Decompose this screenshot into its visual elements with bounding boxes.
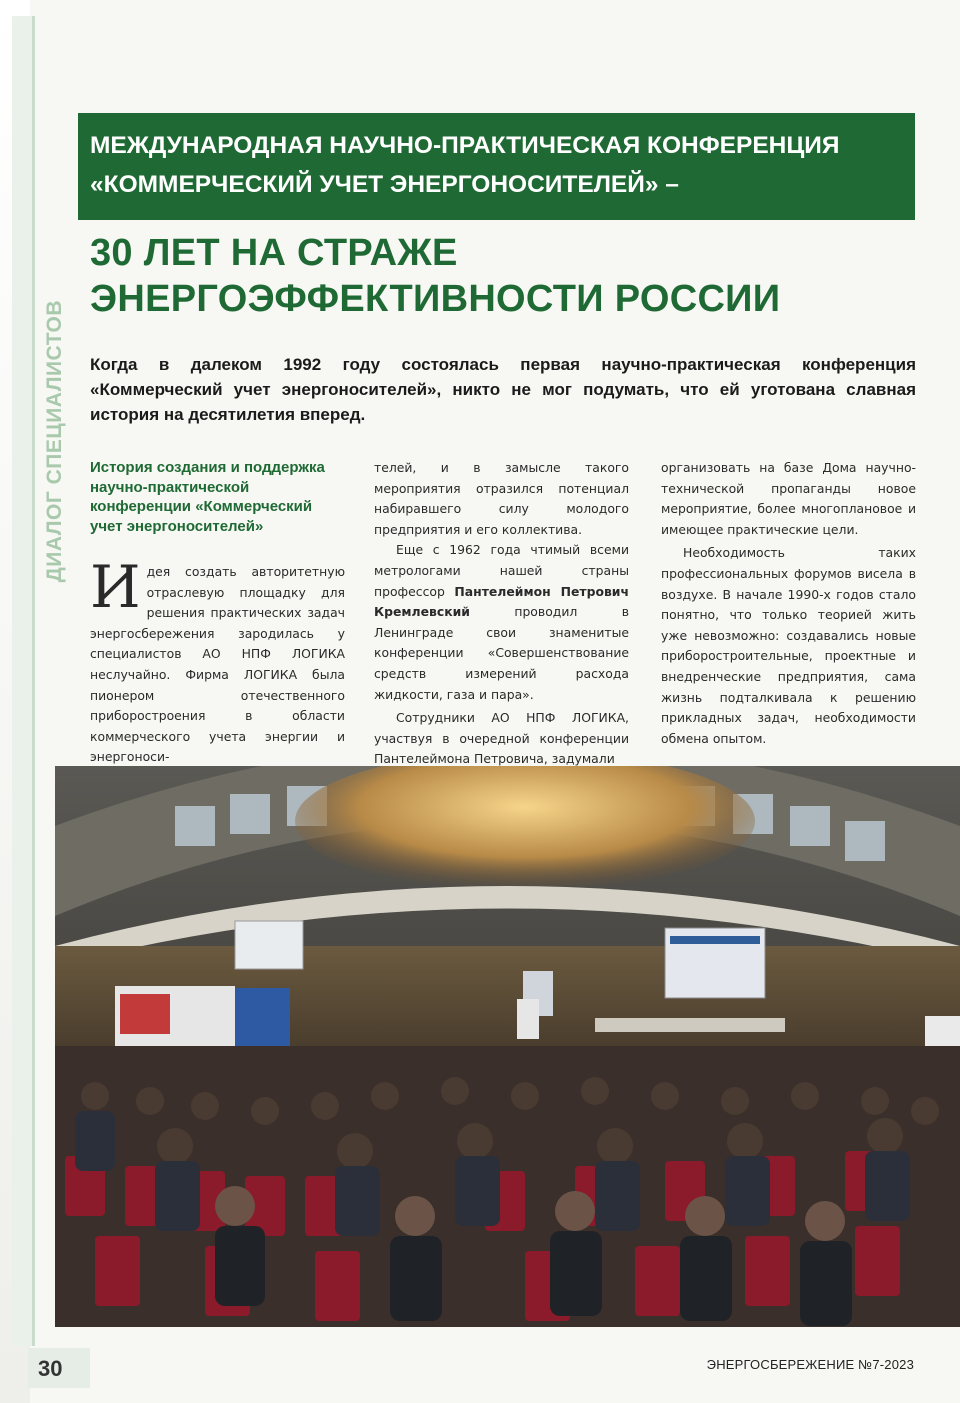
title-line-1: 30 ЛЕТ НА СТРАЖЕ: [90, 232, 458, 274]
paragraph-3-continued: организовать на базе Дома научно-технической пропаганды новое мероприятие, более многоплановое и имеющее практические цели.: [661, 460, 916, 537]
article-subheading: История создания и поддержка научно-практической конференции «Коммерческий учет энергоносителей»: [90, 459, 325, 535]
article-column-2: [374, 458, 629, 770]
lead-paragraph: Когда в далеком 1992 году состоялась первая научно-практическая конференция «Коммерческий учет энергоносителей», никто не мог подумать, что ей уготована славная история на десятилетия вперед.: [90, 355, 916, 424]
page-number: 30: [38, 1356, 63, 1381]
header-line-1: МЕЖДУНАРОДНАЯ НАУЧНО-ПРАКТИЧЕСКАЯ КОНФЕРЕНЦИЯ: [90, 132, 840, 159]
professor-name: Пантелеймон Петрович Кремлевский: [374, 583, 629, 620]
paragraph-4: Необходимость таких профессиональных форумов висела в воздухе. В начале 1990-х годов стало понятно, что только теорией жить уже невозможно: создавались новые приборостроительные, проектные и внедренческие предприятия, сама жизнь подталкивала к решению прикладных задач, необходимости обмена опытом.: [661, 545, 916, 746]
header-banner: [78, 113, 915, 220]
conference-hall-photo: [55, 766, 960, 1327]
paragraph-3: Сотрудники АО НПФ ЛОГИКА, участвуя в очередной конференции Пантелеймона Петровича, задумали: [374, 710, 629, 767]
drop-cap: И: [90, 553, 141, 621]
paragraph-1-continued: телей, и в замысле такого мероприятия отразился потенциал набиравшего силу молодого предприятия и его коллектива.: [374, 460, 629, 537]
paragraph-2-text-a: Еще с 1962 года чтимый всеми метрологами нашей страны профессор: [374, 542, 629, 599]
paragraph-1: дея создать авторитетную отраслевую площадку для решения практических задач энергосбережения зародилась у специалистов АО НПФ ЛОГИКА неслучайно. Фирма ЛОГИКА была пионером отечественного приборостроения в области коммерческого учета энергии и энергоноси-: [90, 564, 345, 765]
article-column-1: [90, 553, 345, 768]
paragraph-2: [374, 540, 629, 705]
section-side-bar: [12, 16, 35, 1346]
paragraph-2-text-b: проводил в Ленинграде свои знаменитые конференции «Совершенствование средств измерений расхода жидкости, газа и пара».: [374, 604, 629, 702]
magazine-issue: ЭНЕРГОСБЕРЕЖЕНИЕ №7-2023: [706, 1357, 914, 1372]
article-column-3: [661, 458, 916, 749]
header-line-2: «КОММЕРЧЕСКИЙ УЧЕТ ЭНЕРГОНОСИТЕЛЕЙ» –: [90, 171, 679, 198]
title-line-2: ЭНЕРГОЭФФЕКТИВНОСТИ РОССИИ: [90, 278, 781, 320]
section-label: ДИАЛОГ СПЕЦИАЛИСТОВ: [43, 300, 66, 583]
